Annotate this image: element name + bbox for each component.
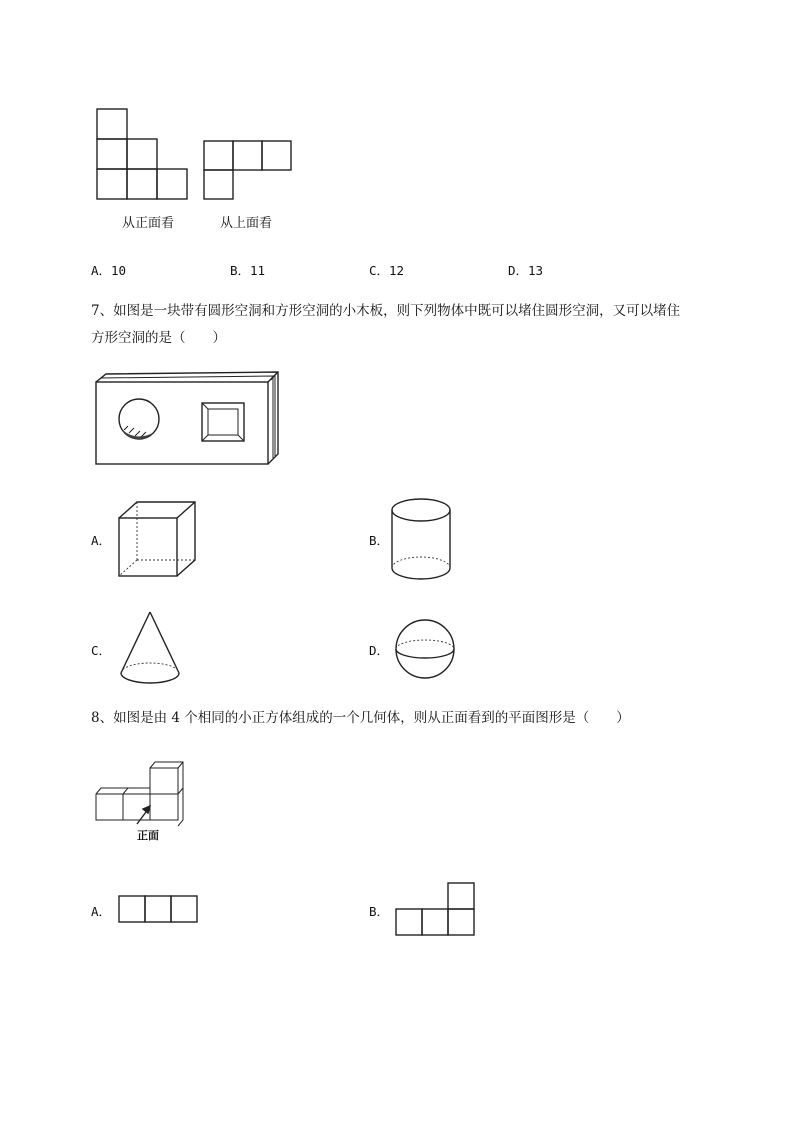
top-view-figure xyxy=(203,140,295,202)
q7-option-d[interactable]: D． xyxy=(369,643,390,658)
cylinder-figure[interactable] xyxy=(390,497,454,585)
front-view-figure xyxy=(96,108,190,200)
q6-option-d[interactable]: D．13 xyxy=(508,263,544,278)
q7-stem-line2: 方形空洞的是（ ） xyxy=(91,330,226,346)
q6-option-a[interactable]: A．10 xyxy=(91,263,127,278)
top-view-caption: 从上面看 xyxy=(220,216,273,231)
four-cubes-figure xyxy=(95,760,191,826)
cube-figure[interactable] xyxy=(117,500,197,580)
q7-stem-line1: 7、如图是一块带有圆形空洞和方形空洞的小木板，则下列物体中既可以堵住圆形空洞，又可以堵住 xyxy=(91,303,681,319)
q8-stem: 8、如图是由 4 个相同的小正方体组成的一个几何体，则从正面看到的平面图形是（ ） xyxy=(91,710,630,726)
cone-figure[interactable] xyxy=(118,610,184,686)
q7-option-a[interactable]: A． xyxy=(91,533,112,548)
q7-option-b[interactable]: B． xyxy=(369,533,390,548)
wood-board-figure xyxy=(92,370,284,468)
front-view-caption: 从正面看 xyxy=(122,216,175,231)
three-in-row-figure[interactable] xyxy=(118,895,200,925)
sphere-figure[interactable] xyxy=(394,618,458,682)
q6-option-b[interactable]: B．11 xyxy=(230,263,266,278)
q8-option-b[interactable]: B． xyxy=(369,904,390,919)
l-shape-figure[interactable] xyxy=(395,882,477,938)
front-direction-label: 正面 xyxy=(137,829,159,842)
q8-option-a[interactable]: A． xyxy=(91,904,112,919)
q8-cube-count: 4 xyxy=(171,710,180,726)
q6-option-c[interactable]: C．12 xyxy=(369,263,405,278)
q7-option-c[interactable]: C． xyxy=(91,643,112,658)
